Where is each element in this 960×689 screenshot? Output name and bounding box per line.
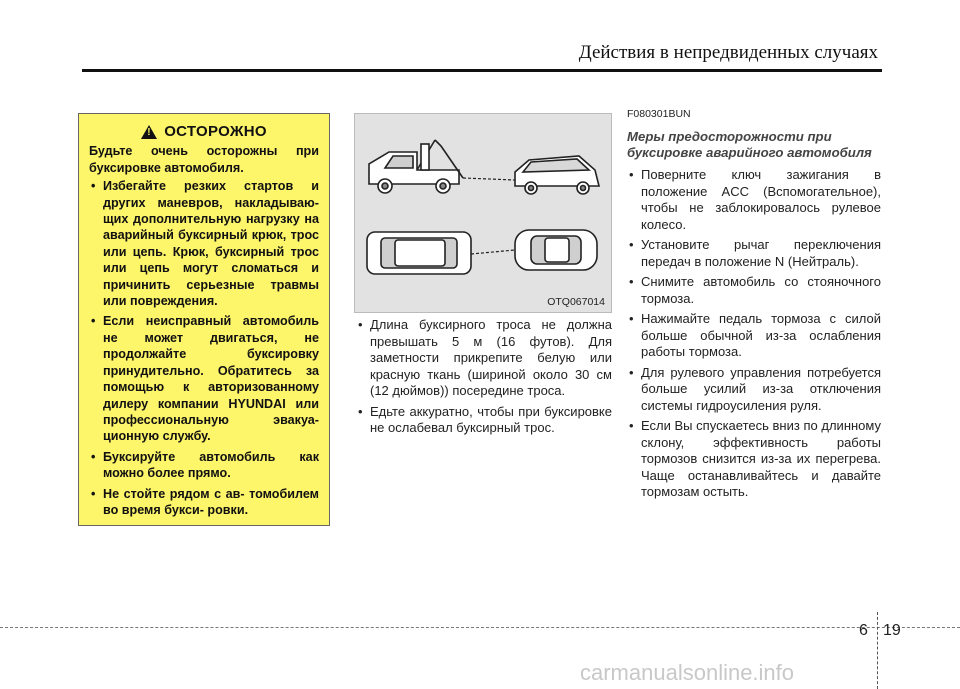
page-number: 19 <box>883 622 901 639</box>
precautions-list <box>627 167 881 501</box>
footer-rule <box>0 627 960 628</box>
list-item: • Для рулевого управления потребуется больше усилий из-за отключения системы гидроусиления руля. <box>627 365 881 415</box>
tow-rope-top <box>471 250 515 254</box>
figure-code: OTQ067014 <box>547 296 605 308</box>
page-header-title: Действия в непредвиденных случаях <box>578 42 878 63</box>
warning-intro: Будьте очень осторожны при буксировке автомобиля. <box>89 144 319 175</box>
watermark: carmanualsonline.info <box>580 660 795 685</box>
warning-item: • Если неисправный автомобиль не может двигаться, не продолжайте буксировку принудительно. Обратитесь за помощью к авторизованному дилеру компании HYUNDAI или профессиональную эвакуа- ционную службу. <box>89 313 319 444</box>
minivan-top-view-icon <box>367 232 471 274</box>
car-top-view-icon <box>515 230 597 270</box>
minivan-side-icon <box>515 156 599 194</box>
chapter-number: 6 <box>859 622 868 639</box>
towing-illustration <box>354 113 612 313</box>
tow-truck-side-icon <box>369 140 463 193</box>
list-item: • Едьте аккуратно, чтобы при буксировке не ослабевал буксирный трос. <box>354 404 612 437</box>
section-code: F080301BUN <box>627 108 691 120</box>
warning-title: ОСТОРОЖНО <box>164 123 267 140</box>
section-subtitle: Меры предосторожности при буксировке аварийного автомобиля <box>627 129 872 160</box>
warning-item: • Не стойте рядом с ав- томобилем во время букси- ровки. <box>89 486 319 519</box>
warning-item: • Избегайте резких стартов и других маневров, накладываю- щих дополнительную нагрузку на аварийный буксирный крюк, трос или цепь. Крюк, буксирный трос или цепь могут сломаться и причинить серьезные травмы или повреждения. <box>89 178 319 309</box>
list-item: • Поверните ключ зажигания в положение ACC (Вспомогательное), чтобы не заблокировалось рулевое колесо. <box>627 167 881 233</box>
list-item: • Нажимайте педаль тормоза с силой больше обычной из-за ослабления работы тормоза. <box>627 311 881 361</box>
tow-rope <box>463 178 515 180</box>
list-item: • Установите рычаг переключения передач в положение N (Нейтраль). <box>627 237 881 270</box>
towing-diagram <box>355 114 611 312</box>
list-item: • Длина буксирного троса не должна превышать 5 м (16 футов). Для заметности прикрепите белую или красную ткань (шириной около 30 см (12 дюймов)) посередине троса. <box>354 317 612 400</box>
warning-list <box>89 178 319 518</box>
warning-box <box>78 113 330 526</box>
warning-triangle-icon: ! <box>141 125 157 139</box>
list-item: • Снимите автомобиль со стояночного тормоза. <box>627 274 881 307</box>
towing-rope-list <box>354 317 612 441</box>
warning-item: • Буксируйте автомобиль как можно более прямо. <box>89 449 319 482</box>
header-rule <box>82 69 882 72</box>
list-item: • Если Вы спускаетесь вниз по длинному склону, эффективность работы тормозов снизится из-за их перегрева. Чаще останавливайтесь и давайте тормозам остыть. <box>627 418 881 501</box>
right-column <box>627 108 881 505</box>
warning-heading <box>89 124 319 140</box>
footer-divider <box>877 612 878 689</box>
